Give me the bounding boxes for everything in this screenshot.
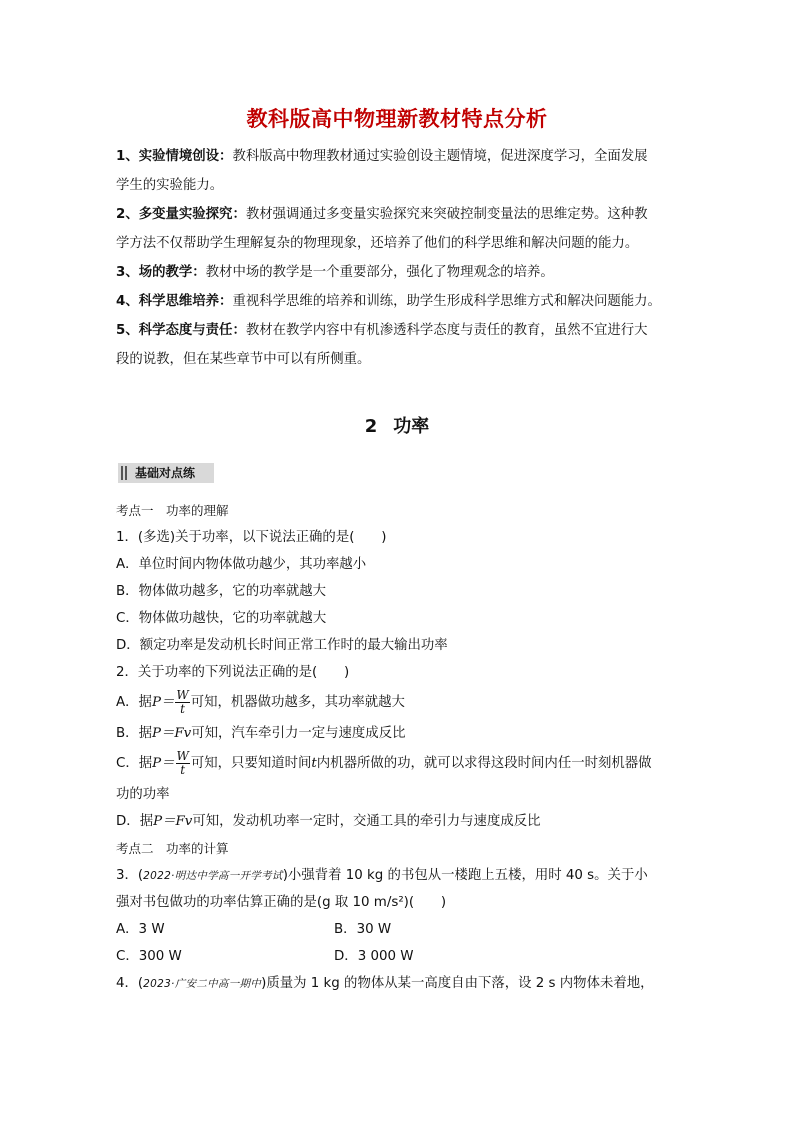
knowledge-point-heading: 考点二 功率的计算 [116, 841, 229, 856]
question-number: 4．( [116, 976, 144, 991]
intro-item-head: 3、场的教学： [116, 265, 206, 280]
option-a [116, 686, 686, 720]
question-stem [116, 862, 686, 889]
fraction [176, 750, 190, 777]
intro-item-cont: 学方法不仅帮助学生理解复杂的物理现象，还培养了他们的科学思维和解决问题的能力。 [116, 236, 639, 251]
option-c: C．物体做功越快，它的功率就越大 [116, 611, 327, 626]
option-b: B．30 W [334, 922, 392, 937]
intro-item-head: 2、多变量实验探究： [116, 207, 246, 222]
section-number: 2 [364, 416, 378, 437]
option-d: D．额定功率是发动机长时间正常工作时的最大输出功率 [116, 638, 448, 653]
question-stem [116, 970, 686, 997]
option-c [116, 747, 686, 781]
fraction [175, 689, 189, 716]
fraction-denominator: t [180, 762, 186, 777]
option-text: 可知，只要知道时间 [190, 756, 312, 771]
options-row [116, 943, 686, 970]
intro-item [116, 258, 686, 287]
section-badge [118, 463, 214, 483]
option-c: C．300 W [116, 949, 182, 964]
options-row [116, 916, 686, 943]
formula-lhs: P＝ [151, 695, 175, 710]
intro-list [116, 142, 686, 374]
question-text: )质量为 1 kg 的物体从某一高度自由下落，设 2 s 内物体未着地， [261, 976, 654, 991]
option-label: B．据 [116, 726, 152, 741]
question-stem: 2．关于功率的下列说法正确的是( ) [116, 665, 350, 680]
badge-label: 基础对点练 [135, 466, 196, 480]
doc-title: 教科版高中物理新教材特点分析 [246, 107, 548, 131]
fraction-numerator: W [176, 748, 189, 763]
option-text: 可知，汽车牵引力一定与速度成反比 [191, 726, 406, 741]
intro-item-body: 教科版高中物理教材通过实验创设主题情境，促进深度学习，全面发展 [232, 149, 648, 164]
knowledge-point-heading: 考点一 功率的理解 [116, 503, 229, 518]
intro-item-body: 教材中场的教学是一个重要部分，强化了物理观念的培养。 [205, 265, 554, 280]
option-label: A．据 [116, 695, 152, 710]
option-b [116, 720, 686, 747]
intro-item-body: 重视科学思维的培养和训练，助学生形成科学思维方式和解决问题能力。 [232, 294, 661, 309]
intro-item [116, 287, 686, 316]
question-text: )小强背着 10 kg 的书包从一楼跑上五楼，用时 40 s。关于小 [282, 868, 648, 883]
intro-item-body: 教材在教学内容中有机渗透科学态度与责任的教育，虽然不宜进行大 [245, 323, 648, 338]
option-a: A．单位时间内物体做功越少，其功率越小 [116, 557, 367, 572]
variable: t [311, 756, 317, 771]
question-list [116, 497, 686, 997]
option-label: D．据 [116, 814, 154, 829]
question-stem: 1．(多选)关于功率，以下说法正确的是( ) [116, 530, 387, 545]
question-source: 2022·明达中学高一开学考试 [143, 870, 283, 882]
question-stem-cont: 强对书包做功的功率估算正确的是(g 取 10 m/s²)( ) [116, 895, 447, 910]
fraction-numerator: W [176, 687, 189, 702]
intro-item-body: 教材强调通过多变量实验探究来突破控制变量法的思维定势。这种教 [245, 207, 648, 222]
option-d [116, 808, 686, 835]
section-name: 功率 [393, 416, 430, 437]
option-text: 可知，机器做功越多，其功率就越大 [190, 695, 405, 710]
intro-item [116, 200, 686, 229]
formula: P＝Fv [151, 726, 192, 741]
intro-item-head: 1、实验情境创设： [116, 149, 233, 164]
option-c-cont: 功的功率 [116, 787, 170, 802]
intro-item-cont: 段的说教，但在某些章节中可以有所侧重。 [116, 352, 371, 367]
fraction-denominator: t [180, 701, 185, 716]
question-source: 2023·广安二中高一期中 [143, 978, 262, 990]
formula: P＝Fv [153, 814, 193, 829]
intro-item-head: 4、科学思维培养： [116, 294, 233, 309]
option-text: 可知，发动机功率一定时，交通工具的牵引力与速度成反比 [192, 814, 541, 829]
option-b: B．物体做功越多，它的功率就越大 [116, 584, 327, 599]
option-text: 内机器所做的功，就可以求得这段时间内任一时刻机器做 [316, 756, 652, 771]
badge-bar-icon [121, 466, 123, 480]
option-label: C．据 [116, 756, 153, 771]
intro-item-head: 5、科学态度与责任： [116, 323, 246, 338]
formula-lhs: P＝ [152, 756, 175, 771]
option-a: A．3 W [116, 922, 165, 937]
option-d: D．3 000 W [334, 949, 414, 964]
intro-item-cont: 学生的实验能力。 [116, 178, 224, 193]
intro-item [116, 316, 686, 345]
question-number: 3．( [116, 868, 144, 883]
intro-item [116, 142, 686, 171]
section-title [0, 412, 794, 438]
badge-bar-icon [125, 466, 127, 480]
